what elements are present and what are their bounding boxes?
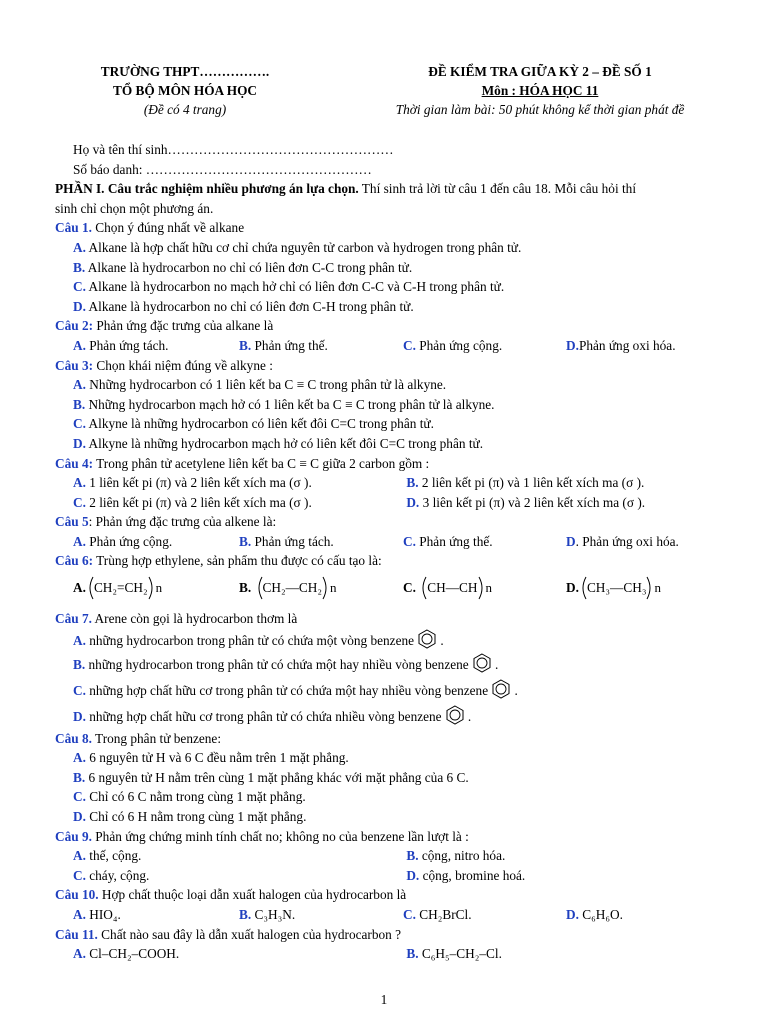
question-7: Câu 7. Arene còn gọi là hydrocarbon thơm là bbox=[55, 611, 298, 627]
open-paren-icon bbox=[419, 575, 427, 601]
part1-title: PHẦN I. Câu trắc nghiệm nhiều phương án lựa chọn. bbox=[55, 181, 359, 197]
option-d: D.Phản ứng oxi hóa. bbox=[566, 337, 676, 353]
option-b: B. 2 liên kết pi (π) và 1 liên kết xích ma (σ ). bbox=[406, 475, 645, 491]
subject-label: Môn : HÓA HỌC 11 bbox=[481, 83, 599, 98]
school-name: TRƯỜNG THPT……………. bbox=[100, 64, 270, 79]
option-a: A. Cl–CH₂–COOH. bbox=[73, 946, 180, 962]
option-a: A. Phản ứng cộng. bbox=[73, 533, 173, 549]
option-d: D. cộng, bromine hoá. bbox=[406, 867, 526, 883]
options-row bbox=[55, 532, 745, 552]
option-b: B. những hydrocarbon trong phân tử có chứa một hay nhiều vòng benzene . bbox=[55, 653, 745, 679]
option-c: C. Phản ứng thế. bbox=[403, 533, 493, 549]
option-c: C. cháy, cộng. bbox=[73, 867, 150, 883]
benzene-ring-icon bbox=[417, 629, 437, 649]
option-b: B. C₆H₅–CH₂–Cl. bbox=[406, 946, 502, 962]
question-11: Câu 11. Chất nào sau đây là dẫn xuất halogen của hydrocarbon ? bbox=[55, 926, 401, 942]
polymer-formula: CH—CH bbox=[427, 580, 478, 596]
option-a: A. Alkane là hợp chất hữu cơ chỉ chứa nguyên tử carbon và hydrogen trong phân tử. bbox=[73, 239, 522, 255]
option-b: B. 6 nguyên tử H nằm trên cùng 1 mặt phẳng khác với mặt phẳng của 6 C. bbox=[73, 769, 469, 785]
option-d: D. Alkane là hydrocarbon no chỉ có liên đơn C-H trong phân tử. bbox=[73, 298, 414, 314]
option-d: D. Chỉ có 6 H nằm trong cùng 1 mặt phẳng. bbox=[73, 809, 307, 825]
question-9: Câu 9. Phản ứng chứng minh tính chất no; không no của benzene lần lượt là : bbox=[55, 828, 469, 844]
options-row bbox=[55, 944, 745, 964]
option-d: D. C₆H₆O. bbox=[566, 907, 623, 922]
close-paren-icon bbox=[148, 575, 156, 601]
close-paren-icon bbox=[478, 575, 486, 601]
question-8: Câu 8. Trong phân tử benzene: bbox=[55, 730, 222, 746]
benzene-ring-icon bbox=[472, 653, 492, 673]
page-number: 1 bbox=[380, 992, 388, 1007]
options-row bbox=[55, 473, 745, 493]
option-c: C. Alkane là hydrocarbon no mạch hở chỉ có liên đơn C-C và C-H trong phân tử. bbox=[73, 279, 505, 295]
options-row bbox=[55, 905, 745, 925]
option-d: D. Phản ứng oxi hóa. bbox=[566, 533, 679, 549]
option-b: B. Phản ứng thế. bbox=[239, 337, 328, 353]
option-d: D. những hợp chất hữu cơ trong phân tử có chứa nhiều vòng benzene . bbox=[55, 705, 745, 729]
question-text: Chọn ý đúng nhất về alkane bbox=[91, 220, 245, 236]
option-a: A. Phản ứng tách. bbox=[73, 337, 169, 353]
option-c: C. Phản ứng cộng. bbox=[403, 337, 503, 353]
student-name-line: Họ và tên thí sinh…………………………………………… bbox=[73, 142, 394, 157]
option-c: C. Chỉ có 6 C nằm trong cùng 1 mặt phẳng. bbox=[73, 789, 306, 805]
option-c: C. CH—CH n bbox=[403, 575, 566, 601]
question-6: Câu 6: Trùng hợp ethylene, sản phẩm thu được có cấu tạo là: bbox=[55, 553, 382, 569]
open-paren-icon bbox=[255, 575, 263, 601]
option-b: B. CH₂—CH₂ n bbox=[239, 575, 403, 601]
benzene-ring-icon bbox=[445, 705, 465, 725]
part1-instructions: Thí sinh trả lời từ câu 1 đến câu 18. Mỗi câu hỏi thí bbox=[358, 181, 637, 197]
option-c: C. Alkyne là những hydrocarbon có liên kết đôi C=C trong phân tử. bbox=[73, 416, 434, 432]
exam-content bbox=[55, 140, 745, 964]
open-paren-icon bbox=[86, 575, 94, 601]
polymer-options-row bbox=[55, 571, 745, 605]
time-note: Thời gian làm bài: 50 phút không kể thời gian phát đề bbox=[395, 102, 685, 117]
question-label: Câu 1. bbox=[55, 220, 92, 236]
student-id-line: Số báo danh: …………………………………………… bbox=[73, 161, 372, 177]
option-b: B. Phản ứng tách. bbox=[239, 533, 334, 549]
options-row bbox=[55, 336, 745, 356]
pages-note: (Đề có 4 trang) bbox=[143, 102, 227, 117]
question-4: Câu 4: Trong phân tử acetylene liên kết ba C ≡ C giữa 2 carbon gồm : bbox=[55, 455, 430, 471]
close-paren-icon bbox=[646, 575, 654, 601]
option-a: A. CH₂=CH₂ n bbox=[73, 575, 239, 601]
option-d: D. 3 liên kết pi (π) và 2 liên kết xích ma (σ ). bbox=[406, 494, 646, 510]
question-5: Câu 5: Phản ứng đặc trưng của alkene là: bbox=[55, 514, 277, 530]
option-a: A. 6 nguyên tử H và 6 C đều nằm trên 1 mặt phẳng. bbox=[73, 750, 349, 766]
option-a: A. Những hydrocarbon có 1 liên kết ba C ≡ C trong phân tử là alkyne. bbox=[73, 377, 447, 393]
polymer-formula: CH₂=CH₂ bbox=[93, 580, 148, 596]
option-b: B. C₃H₃N. bbox=[239, 907, 296, 922]
question-1 bbox=[55, 218, 745, 238]
option-a: A. những hydrocarbon trong phân tử có chứa một vòng benzene . bbox=[55, 629, 745, 653]
part1-instructions-cont: sinh chỉ chọn một phương án. bbox=[55, 200, 214, 216]
option-a: A. thế, cộng. bbox=[73, 848, 142, 864]
option-b: B. cộng, nitro hóa. bbox=[406, 848, 506, 864]
option-c: C. những hợp chất hữu cơ trong phân tử có chứa một hay nhiều vòng benzene . bbox=[55, 679, 745, 705]
benzene-ring-icon bbox=[491, 679, 511, 699]
question-3: Câu 3: Chọn khái niệm đúng về alkyne : bbox=[55, 357, 273, 373]
open-paren-icon bbox=[579, 575, 587, 601]
question-10: Câu 10. Hợp chất thuộc loại dẫn xuất halogen của hydrocarbon là bbox=[55, 887, 407, 903]
options-row bbox=[55, 866, 745, 886]
option-a: A. 1 liên kết pi (π) và 2 liên kết xích ma (σ ). bbox=[73, 475, 312, 491]
option-c: C. CH₂BrCl. bbox=[403, 907, 472, 922]
question-2: Câu 2: Phản ứng đặc trưng của alkane là bbox=[55, 318, 274, 334]
exam-title: ĐỀ KIỂM TRA GIỮA KỲ 2 – ĐỀ SỐ 1 bbox=[428, 64, 652, 79]
department-name: TỔ BỘ MÔN HÓA HỌC bbox=[112, 83, 258, 98]
option-d: D. CH₃—CH₃ n bbox=[566, 575, 661, 601]
polymer-formula: CH₃—CH₃ bbox=[586, 580, 647, 596]
options-row bbox=[55, 493, 745, 513]
option-a: A. HIO₄. bbox=[73, 907, 121, 922]
option-b: B. Những hydrocarbon mạch hở có 1 liên kết ba C ≡ C trong phân tử là alkyne. bbox=[73, 396, 495, 412]
options-row bbox=[55, 846, 745, 866]
close-paren-icon bbox=[322, 575, 330, 601]
option-d: D. Alkyne là những hydrocarbon mạch hở có liên kết đôi C=C trong phân tử. bbox=[73, 435, 484, 451]
polymer-formula: CH₂—CH₂ bbox=[262, 580, 323, 596]
option-c: C. 2 liên kết pi (π) và 2 liên kết xích ma (σ ). bbox=[73, 494, 312, 510]
option-b: B. Alkane là hydrocarbon no chỉ có liên đơn C-C trong phân tử. bbox=[73, 259, 413, 275]
